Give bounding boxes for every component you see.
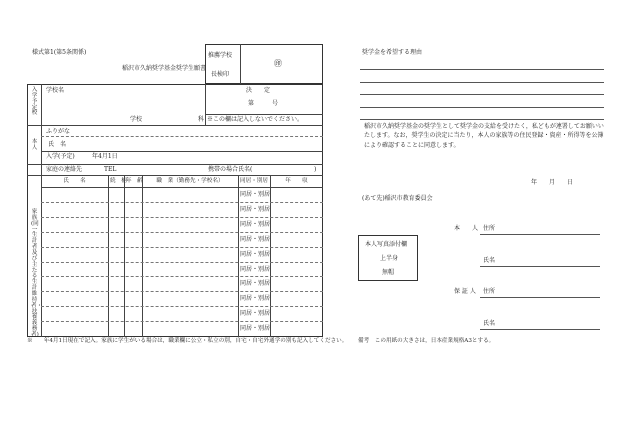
seal-mark: ㊞	[274, 59, 282, 68]
cohabit-cell: 同居・別居	[240, 220, 271, 228]
date-line: 年 月 日	[531, 179, 574, 186]
photo-line1: 本人写真添付欄	[365, 241, 408, 248]
guarantor-label: 保 証 人	[454, 288, 476, 295]
family-header-cell: 年 齢	[126, 178, 143, 184]
cohabit-cell: 同居・別居	[240, 265, 271, 273]
family-header-cell: 職 業（勤務先・学校名）	[156, 178, 224, 184]
addressee: (あて先)稲沢市教育委員会	[362, 195, 433, 202]
self-label: 本 人	[454, 225, 479, 232]
form-number: 様式第1(第5条関係)	[32, 49, 87, 56]
family-header-cell: 氏 名	[63, 178, 86, 184]
recommend-school-label: 推薦学校	[208, 52, 233, 59]
self-name-label: 氏名	[483, 257, 496, 264]
recommend-box	[205, 44, 323, 84]
number-label: 第 号	[248, 100, 279, 107]
department-suffix: 科	[198, 116, 205, 123]
family-section-label: 家族(同一生計者及び主たる生計維持者・扶養義務者)	[31, 209, 43, 339]
reason-line	[360, 94, 604, 95]
family-row	[41, 202, 323, 217]
school-section-label: 入学予定校	[31, 87, 38, 117]
family-row	[41, 262, 323, 277]
cohabit-cell: 同居・別居	[240, 280, 271, 288]
no-fill-note: ※この欄は記入しないでください。	[207, 116, 304, 123]
school-name-label: 学校名	[46, 87, 65, 94]
family-header-cell: 年 収	[285, 178, 308, 184]
enroll-date: 年4月1日	[92, 153, 118, 160]
name-label: 氏 名	[48, 141, 67, 148]
family-header-cell: 同居・別居	[240, 178, 268, 184]
reason-line	[360, 69, 604, 70]
reason-title: 奨学金を希望する理由	[362, 49, 423, 56]
family-row	[41, 321, 323, 336]
photo-line3: 無帽	[382, 269, 395, 276]
family-row	[41, 306, 323, 321]
guarantor-address-label: 住所	[483, 288, 496, 295]
furigana-label: ふりがな	[46, 128, 71, 135]
cohabit-cell: 同居・別居	[240, 310, 271, 318]
photo-line2: 上半身	[380, 255, 399, 262]
reason-line	[360, 119, 604, 120]
pledge-text: 稲沢市久納奨学基金の奨学生として奨学金の支給を受けたく，私どもが連署してお願いいたします。なお，奨学生の決定に当たり，本人の家族等の住民登録・資産・所得等を公簿により確認することに同意します。	[364, 123, 604, 149]
person-section-label: 本人	[31, 139, 38, 151]
family-header-cell: 続 柄	[110, 178, 127, 184]
tel-label: TEL	[104, 166, 117, 173]
reason-line	[360, 82, 604, 83]
remarks-note: 備考 この用紙の大きさは，日本産業規格A3とする。	[358, 338, 495, 344]
cohabit-cell: 同居・別居	[240, 205, 271, 213]
cohabit-cell: 同居・別居	[240, 191, 271, 198]
enroll-label: 入学(予定)	[46, 153, 75, 160]
family-row	[41, 291, 323, 306]
school-suffix: 学校	[130, 116, 143, 123]
form-title: 稲沢市久納奨学基金奨学生願書	[122, 65, 207, 72]
cohabit-cell: 同居・別居	[240, 325, 271, 333]
reason-line	[360, 107, 604, 108]
cohabit-cell: 同居・別居	[240, 295, 271, 303]
self-address-label: 住所	[483, 225, 496, 232]
mobile-name-label: 携帯の場合氏名(	[208, 166, 253, 173]
family-row	[41, 217, 323, 232]
cohabit-cell: 同居・別居	[240, 235, 271, 243]
decision-label: 決 定	[246, 87, 271, 94]
mobile-close: )	[314, 166, 317, 173]
family-row	[41, 232, 323, 247]
contact-label: 家庭の連絡先	[46, 166, 83, 173]
cohabit-cell: 同居・別居	[240, 250, 271, 258]
family-row	[41, 247, 323, 262]
principal-seal-label: 長検印	[211, 71, 230, 78]
family-row	[41, 187, 323, 202]
family-row	[41, 276, 323, 291]
guarantor-name-label: 氏名	[483, 320, 496, 327]
footnote: ※ 年4月1日現在で記入。家族に学生がいる場合は，職業欄に公立・私立の別，自宅・自宅外通学の別も記入してください。	[27, 338, 348, 344]
